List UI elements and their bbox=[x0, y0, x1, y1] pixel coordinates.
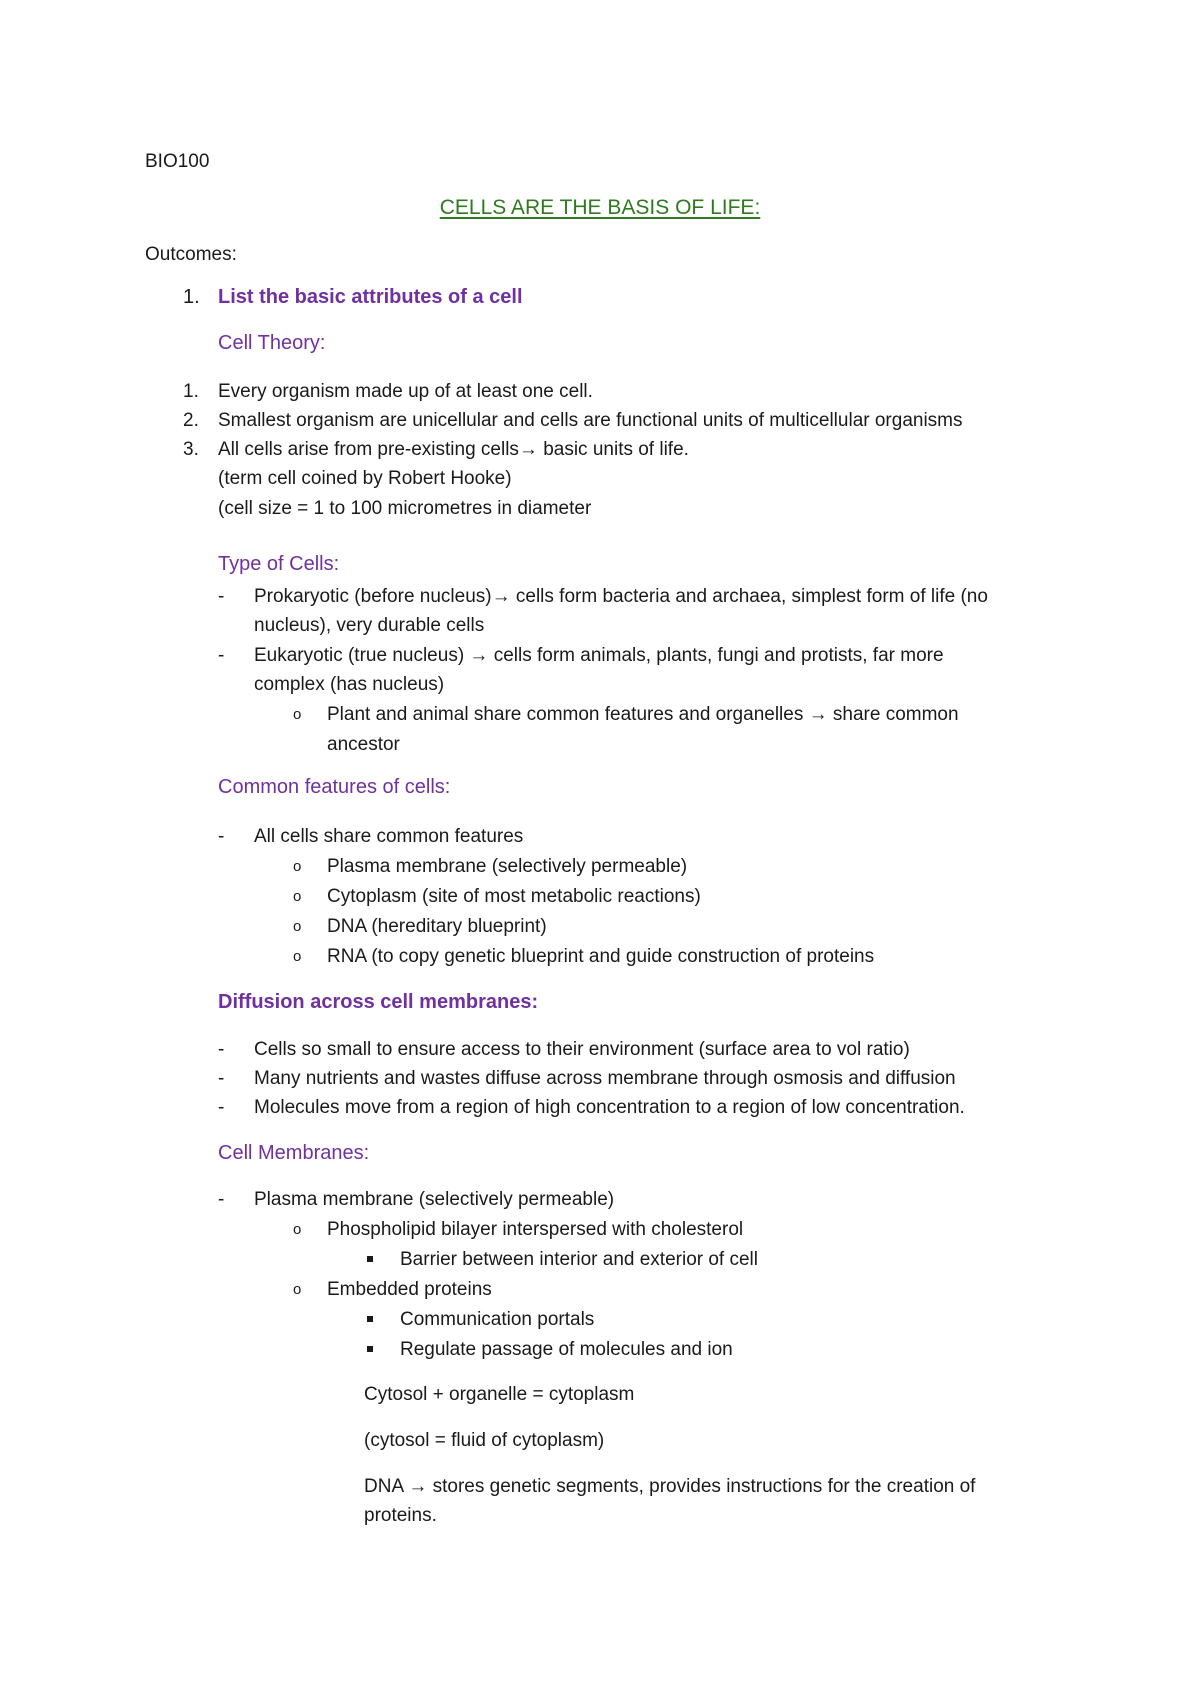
sub-list-item: Cytoplasm (site of most metabolic reactions) bbox=[327, 886, 701, 907]
outcome-heading: List the basic attributes of a cell bbox=[218, 286, 523, 308]
circle-bullet: o bbox=[293, 918, 302, 935]
list-item: Every organism made up of at least one cell. bbox=[218, 381, 593, 402]
outcome-number: 1. bbox=[183, 286, 200, 308]
outcomes-label: Outcomes: bbox=[145, 244, 237, 265]
paragraph: DNA → stores genetic segments, provides instructions for the creation of bbox=[364, 1476, 976, 1497]
dash-bullet: - bbox=[218, 1068, 225, 1089]
list-number: 1. bbox=[183, 381, 199, 402]
sub-list-item: Phospholipid bilayer interspersed with cholesterol bbox=[327, 1219, 744, 1240]
types-heading: Type of Cells: bbox=[218, 553, 340, 575]
sub-list-item: RNA (to copy genetic blueprint and guide construction of proteins bbox=[327, 946, 875, 967]
sub-list-item: DNA (hereditary blueprint) bbox=[327, 916, 547, 937]
sub-list-item: Embedded proteins bbox=[327, 1279, 492, 1300]
list-item: Cells so small to ensure access to their environment (surface area to vol ratio) bbox=[254, 1039, 910, 1060]
square-bullet bbox=[367, 1346, 373, 1352]
list-item: Prokaryotic (before nucleus)→ cells form bacteria and archaea, simplest form of life (no bbox=[254, 586, 988, 607]
paragraph: (cytosol = fluid of cytoplasm) bbox=[364, 1430, 605, 1451]
cell-membranes-heading: Cell Membranes: bbox=[218, 1142, 370, 1164]
dash-bullet: - bbox=[218, 1189, 225, 1210]
circle-bullet: o bbox=[293, 858, 302, 875]
sub-list-item: Plant and animal share common features and organelles → share common bbox=[327, 704, 959, 725]
common-features-heading: Common features of cells: bbox=[218, 776, 451, 798]
list-item: All cells share common features bbox=[254, 826, 524, 847]
list-item: All cells arise from pre-existing cells→ basic units of life. bbox=[218, 439, 689, 460]
sub-list-item: Plasma membrane (selectively permeable) bbox=[327, 856, 688, 877]
sub-sub-list-item: Barrier between interior and exterior of cell bbox=[400, 1249, 759, 1270]
list-item: Eukaryotic (true nucleus) → cells form animals, plants, fungi and protists, far more bbox=[254, 645, 944, 666]
square-bullet bbox=[367, 1316, 373, 1322]
paragraph: Cytosol + organelle = cytoplasm bbox=[364, 1384, 635, 1405]
list-item-continued: nucleus), very durable cells bbox=[254, 615, 485, 636]
note-line: (term cell coined by Robert Hooke) bbox=[218, 468, 512, 489]
list-item-continued: complex (has nucleus) bbox=[254, 674, 445, 695]
paragraph-continued: proteins. bbox=[364, 1505, 437, 1526]
sub-sub-list-item: Regulate passage of molecules and ion bbox=[400, 1339, 733, 1360]
cell-theory-heading: Cell Theory: bbox=[218, 332, 326, 354]
list-item: Many nutrients and wastes diffuse across membrane through osmosis and diffusion bbox=[254, 1068, 956, 1089]
circle-bullet: o bbox=[293, 706, 302, 723]
dash-bullet: - bbox=[218, 826, 225, 847]
dash-bullet: - bbox=[218, 1097, 225, 1118]
diffusion-heading: Diffusion across cell membranes: bbox=[218, 991, 539, 1013]
square-bullet bbox=[367, 1256, 373, 1262]
dash-bullet: - bbox=[218, 586, 225, 607]
circle-bullet: o bbox=[293, 1281, 302, 1298]
list-number: 2. bbox=[183, 410, 199, 431]
circle-bullet: o bbox=[293, 888, 302, 905]
sub-sub-list-item: Communication portals bbox=[400, 1309, 595, 1330]
note-line: (cell size = 1 to 100 micrometres in diameter bbox=[218, 498, 592, 519]
list-item: Smallest organism are unicellular and cells are functional units of multicellular organisms bbox=[218, 410, 963, 431]
circle-bullet: o bbox=[293, 1221, 302, 1238]
sub-list-item-continued: ancestor bbox=[327, 734, 400, 755]
dash-bullet: - bbox=[218, 1039, 225, 1060]
document-title: CELLS ARE THE BASIS OF LIFE: bbox=[439, 196, 761, 219]
circle-bullet: o bbox=[293, 948, 302, 965]
course-code: BIO100 bbox=[145, 151, 210, 172]
list-item: Plasma membrane (selectively permeable) bbox=[254, 1189, 615, 1210]
list-number: 3. bbox=[183, 439, 199, 460]
dash-bullet: - bbox=[218, 645, 225, 666]
list-item: Molecules move from a region of high concentration to a region of low concentration. bbox=[254, 1097, 965, 1118]
